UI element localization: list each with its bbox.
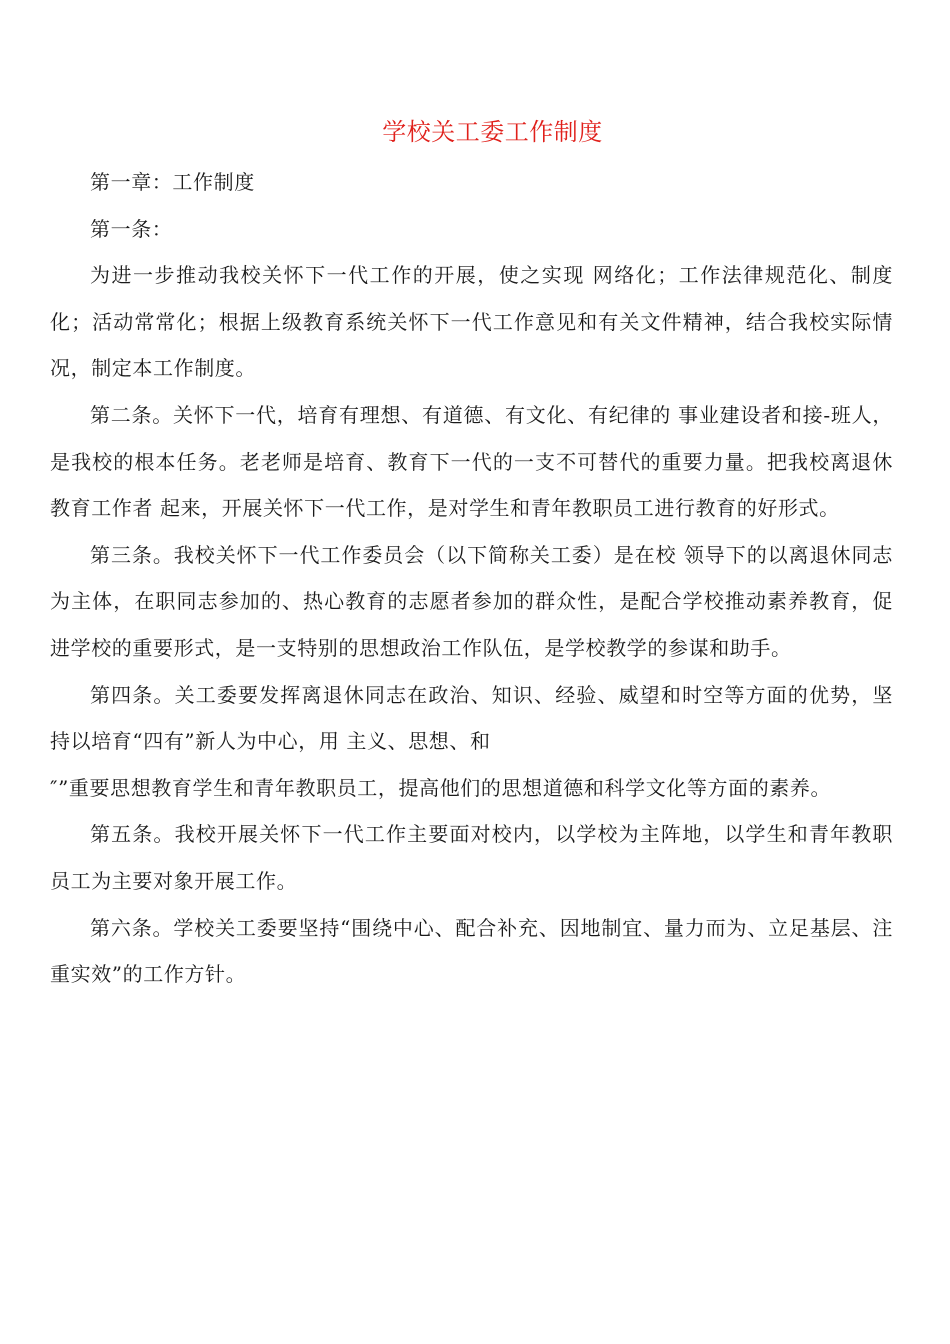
article-3-paragraph: 第三条。我校关怀下一代工作委员会（以下简称关工委）是在校 领导下的以离退休同志为主体，在职同志参加的、热心教育的志愿者参加的群众性，是配合学校推动素养教育，促进学校的重要形式，是一支特别的思想政治工作队伍，是学校教学的参谋和助手。 bbox=[50, 542, 893, 660]
article-5-paragraph: 第五条。我校开展关怀下一代工作主要面对校内，以学校为主阵地，以学生和青年教职员工为主要对象开展工作。 bbox=[50, 822, 893, 893]
article-6-paragraph: 第六条。学校关工委要坚持“围绕中心、配合补充、因地制宜、量力而为、立足基层、注重实效”的工作方针。 bbox=[50, 915, 893, 987]
article-1-paragraph: 为进一步推动我校关怀下一代工作的开展，使之实现 网络化；工作法律规范化、制度化；活动常常化；根据上级教育系统关怀下一代工作意见和有关文件精神，结合我校实际情况，制定本工作制度。 bbox=[50, 263, 893, 381]
article-4-paragraph: 第四条。关工委要发挥离退休同志在政治、知识、经验、威望和时空等方面的优势，坚持以培育“四有”新人为中心，用 主义、思想、和 bbox=[50, 682, 893, 754]
article-2-paragraph: 第二条。关怀下一代，培育有理想、有道德、有文化、有纪律的 事业建设者和接-班人，是我校的根本任务。老老师是培育、教育下一代的一支不可替代的重要力量。把我校离退休教育工作者 起来，开展关怀下一代工作，是对学生和青年教职员工进行教育的好形式。 bbox=[50, 402, 893, 521]
article-4-continuation: ″”重要思想教育学生和青年教职员工，提高他们的思想道德和科学文化等方面的素养。 bbox=[50, 775, 832, 800]
chapter-heading: 第一章：工作制度 bbox=[90, 170, 255, 194]
document-title: 学校关工委工作制度 bbox=[382, 118, 603, 146]
article-1-heading: 第一条： bbox=[90, 216, 173, 241]
document-body bbox=[50, 159, 893, 998]
